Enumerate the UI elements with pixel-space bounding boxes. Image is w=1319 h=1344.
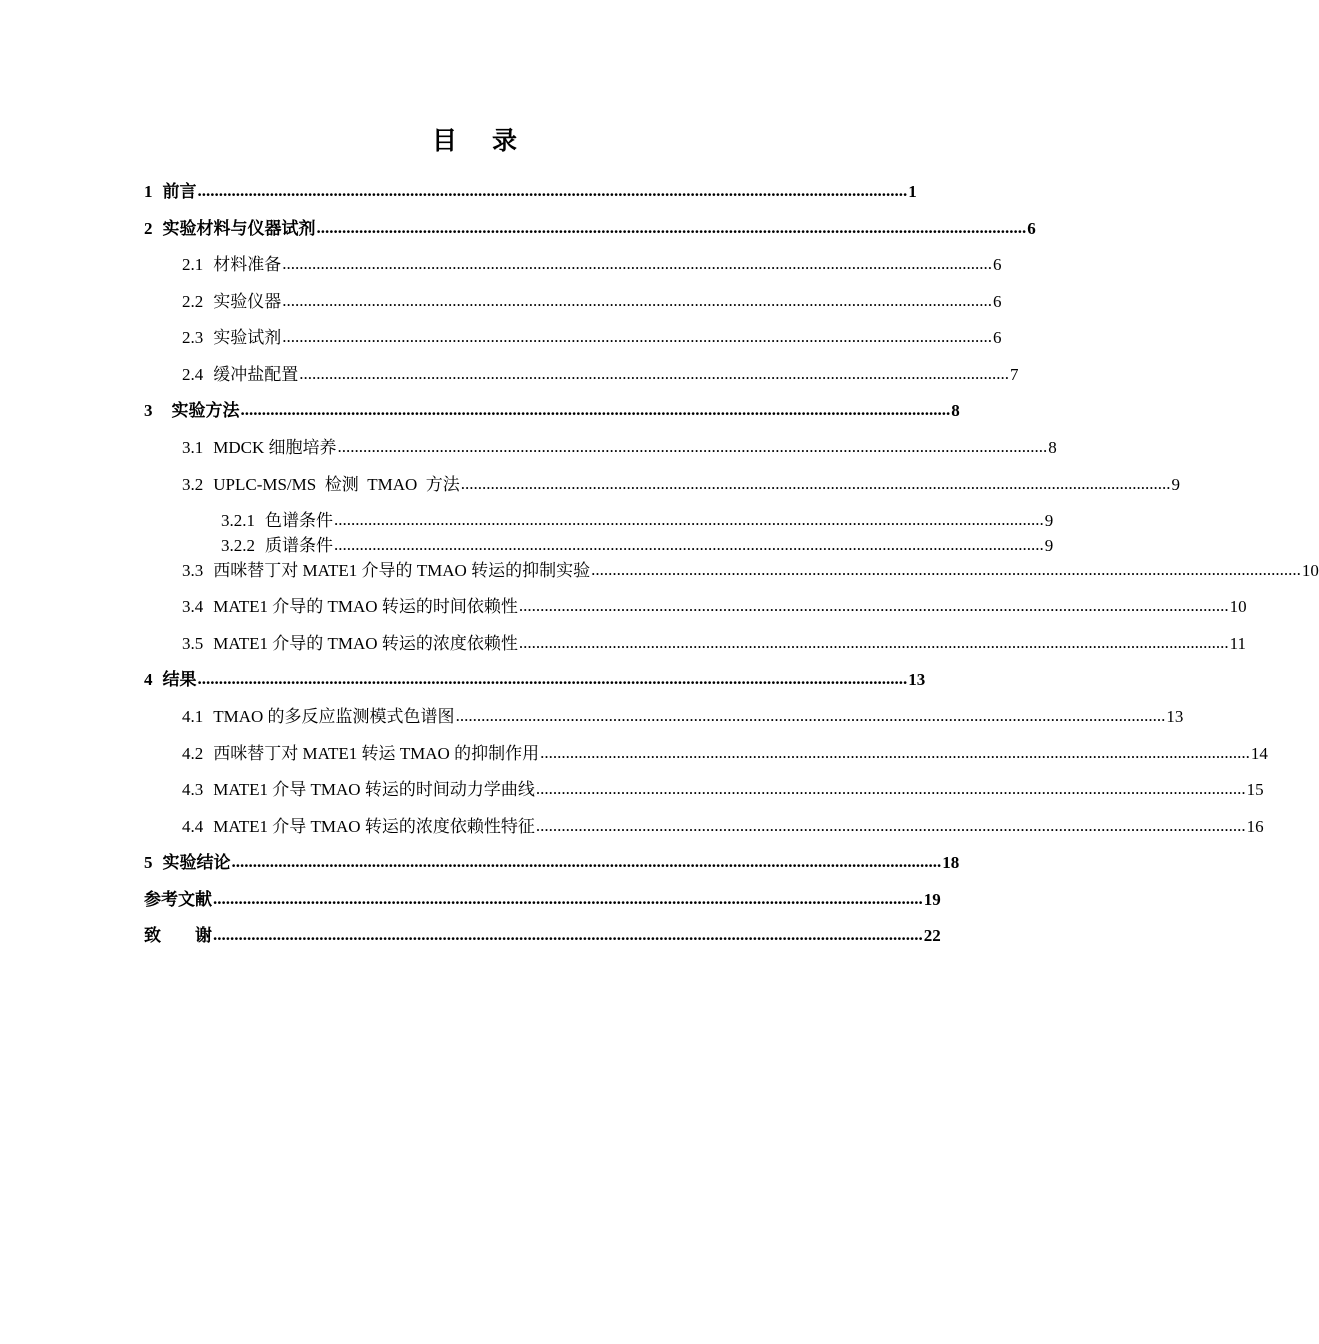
toc-entry-label: 西咪替丁对 MATE1 转运 TMAO 的抑制作用 (213, 744, 540, 763)
toc-entry[interactable] (144, 924, 941, 948)
toc-entry-number: 5 (144, 853, 153, 872)
toc-leader-dots: ....................................................................................................................................................................... (240, 400, 951, 419)
toc-entry[interactable] (182, 253, 1002, 277)
toc-entry-page: 1 (908, 182, 917, 201)
toc-entry-number: 2 (144, 219, 153, 238)
toc-leader-dots: ....................................................................................................................................................................... (460, 474, 1171, 493)
toc-entry[interactable] (182, 595, 1247, 619)
toc-entry-label: 缓冲盐配置 (213, 365, 299, 384)
toc-entry-page: 15 (1246, 780, 1264, 799)
toc-entry-page: 10 (1301, 561, 1319, 580)
toc-entry[interactable] (182, 326, 1002, 350)
toc-entry-page: 13 (1166, 707, 1184, 726)
toc-entry[interactable] (182, 815, 1264, 839)
toc-entry[interactable] (182, 290, 1002, 314)
toc-entry-number: 1 (144, 182, 153, 201)
toc-entry-label: 西咪替丁对 MATE1 介导的 TMAO 转运的抑制实验 (213, 561, 591, 580)
toc-leader-dots: ....................................................................................................................................................................... (455, 706, 1166, 725)
toc-leader-dots: ....................................................................................................................................................................... (282, 291, 992, 310)
toc-entry-page: 8 (951, 401, 960, 420)
toc-entry-number: 4.2 (182, 744, 204, 763)
toc-entry-label: 实验结论 (162, 853, 231, 872)
toc-leader-dots: ....................................................................................................................................................................... (197, 181, 908, 200)
toc-entry-number: 4.1 (182, 707, 204, 726)
toc-entry[interactable] (144, 851, 960, 875)
toc-leader-dots: ....................................................................................................................................................................... (518, 596, 1229, 615)
toc-entry-label: MDCK 细胞培养 (213, 438, 337, 457)
toc-entry-number: 3 (144, 401, 153, 420)
toc-entry[interactable] (221, 509, 1054, 533)
toc-title-char-2: 录 (492, 128, 519, 155)
toc-leader-dots: ....................................................................................................................................................................... (591, 560, 1301, 579)
toc-entry-page: 22 (923, 926, 941, 945)
toc-entry-number: 2.3 (182, 328, 204, 347)
toc-entry-number: 4 (144, 670, 153, 689)
toc-entry[interactable] (182, 632, 1246, 656)
toc-entry-number: 3.3 (182, 561, 204, 580)
toc-entry[interactable] (182, 473, 1181, 497)
toc-entry[interactable] (182, 742, 1268, 766)
toc-entry-page: 9 (1044, 511, 1054, 530)
toc-entry-page: 10 (1229, 597, 1247, 616)
toc-entry-label: MATE1 介导 TMAO 转运的浓度依赖性特征 (213, 817, 535, 836)
toc-entry-page: 8 (1048, 438, 1057, 457)
toc-entry-number: 4.3 (182, 780, 204, 799)
toc-entry[interactable] (182, 559, 1319, 583)
toc-entry[interactable] (182, 705, 1184, 729)
toc-entry-page: 7 (1010, 365, 1019, 384)
toc-leader-dots: ....................................................................................................................................................................... (282, 327, 992, 346)
toc-entry-number: 2.2 (182, 292, 204, 311)
toc-entry-number: 4.4 (182, 817, 204, 836)
toc-entry-number: 3.5 (182, 634, 204, 653)
toc-entry[interactable] (144, 217, 1036, 241)
toc-leader-dots: ....................................................................................................................................................................... (213, 889, 923, 908)
toc-entry-label: MATE1 介导的 TMAO 转运的浓度依赖性 (213, 634, 518, 653)
toc-leader-dots: ....................................................................................................................................................................... (316, 218, 1027, 237)
toc-leader-dots: ....................................................................................................................................................................... (231, 852, 942, 871)
toc-entry-label: 致 谢 (144, 926, 212, 945)
toc-entry-number: 3.4 (182, 597, 204, 616)
toc-leader-dots: ....................................................................................................................................................................... (334, 535, 1044, 554)
toc-entry-page: 6 (993, 292, 1002, 311)
toc-entry-page: 13 (908, 670, 926, 689)
toc-entry-label: UPLC-MS/MS 检测 TMAO 方法 (213, 475, 460, 494)
toc-title-char-1: 目 (431, 128, 458, 155)
toc-leader-dots: ....................................................................................................................................................................... (518, 633, 1229, 652)
toc-entry-number: 3.2.2 (221, 536, 255, 555)
toc-entry-label: 结果 (162, 670, 197, 689)
toc-entry-page: 9 (1171, 475, 1181, 494)
toc-entry-number: 3.1 (182, 438, 204, 457)
toc-entry-label: 实验方法 (171, 401, 240, 420)
toc-entry-page: 6 (993, 255, 1002, 274)
toc-leader-dots: ....................................................................................................................................................................... (535, 779, 1246, 798)
toc-leader-dots: ....................................................................................................................................................................... (334, 510, 1044, 529)
toc-entry[interactable] (182, 363, 1019, 387)
toc-entry-page: 14 (1250, 744, 1268, 763)
toc-entry-page: 19 (923, 890, 941, 909)
toc-entry-page: 18 (942, 853, 960, 872)
toc-leader-dots: ....................................................................................................................................................................... (282, 254, 992, 273)
toc-entry-label: 色谱条件 (265, 511, 333, 530)
toc-entry-label: 实验材料与仪器试剂 (162, 219, 316, 238)
toc-entry-label: MATE1 介导 TMAO 转运的时间动力学曲线 (213, 780, 535, 799)
toc-entry[interactable] (144, 888, 941, 912)
toc-leader-dots: ....................................................................................................................................................................... (197, 669, 908, 688)
toc-entry-label: 前言 (162, 182, 197, 201)
toc-entry[interactable] (182, 778, 1264, 802)
toc-entry-page: 16 (1246, 817, 1264, 836)
toc-entry-label: 参考文献 (144, 890, 212, 909)
toc-entry-number: 3.2.1 (221, 511, 255, 530)
toc-entry-label: 材料准备 (213, 255, 282, 274)
toc-entry[interactable] (182, 436, 1057, 460)
toc-entry-label: MATE1 介导的 TMAO 转运的时间依赖性 (213, 597, 518, 616)
toc-leader-dots: ....................................................................................................................................................................... (299, 364, 1009, 383)
toc-entry-number: 2.1 (182, 255, 204, 274)
toc-entry-page: 6 (993, 328, 1002, 347)
toc-entry-label: TMAO 的多反应监测模式色谱图 (213, 707, 455, 726)
toc-leader-dots: ....................................................................................................................................................................... (337, 437, 1048, 456)
toc-entry-page: 9 (1044, 536, 1054, 555)
toc-leader-dots: ....................................................................................................................................................................... (535, 816, 1246, 835)
toc-entry-label: 实验仪器 (213, 292, 282, 311)
toc-entry[interactable] (144, 668, 926, 692)
toc-entry-page: 11 (1229, 634, 1246, 653)
toc-entry-label: 实验试剂 (213, 328, 282, 347)
toc-entry[interactable] (221, 534, 1054, 558)
toc-entry[interactable] (144, 399, 960, 423)
toc-entry-number: 3.2 (182, 475, 204, 494)
toc-entry-label: 质谱条件 (265, 536, 333, 555)
toc-entry-number: 2.4 (182, 365, 204, 384)
toc-entry[interactable] (144, 180, 917, 204)
toc-leader-dots: ....................................................................................................................................................................... (540, 743, 1250, 762)
toc-leader-dots: ....................................................................................................................................................................... (213, 925, 923, 944)
toc-entry-page: 6 (1027, 219, 1036, 238)
